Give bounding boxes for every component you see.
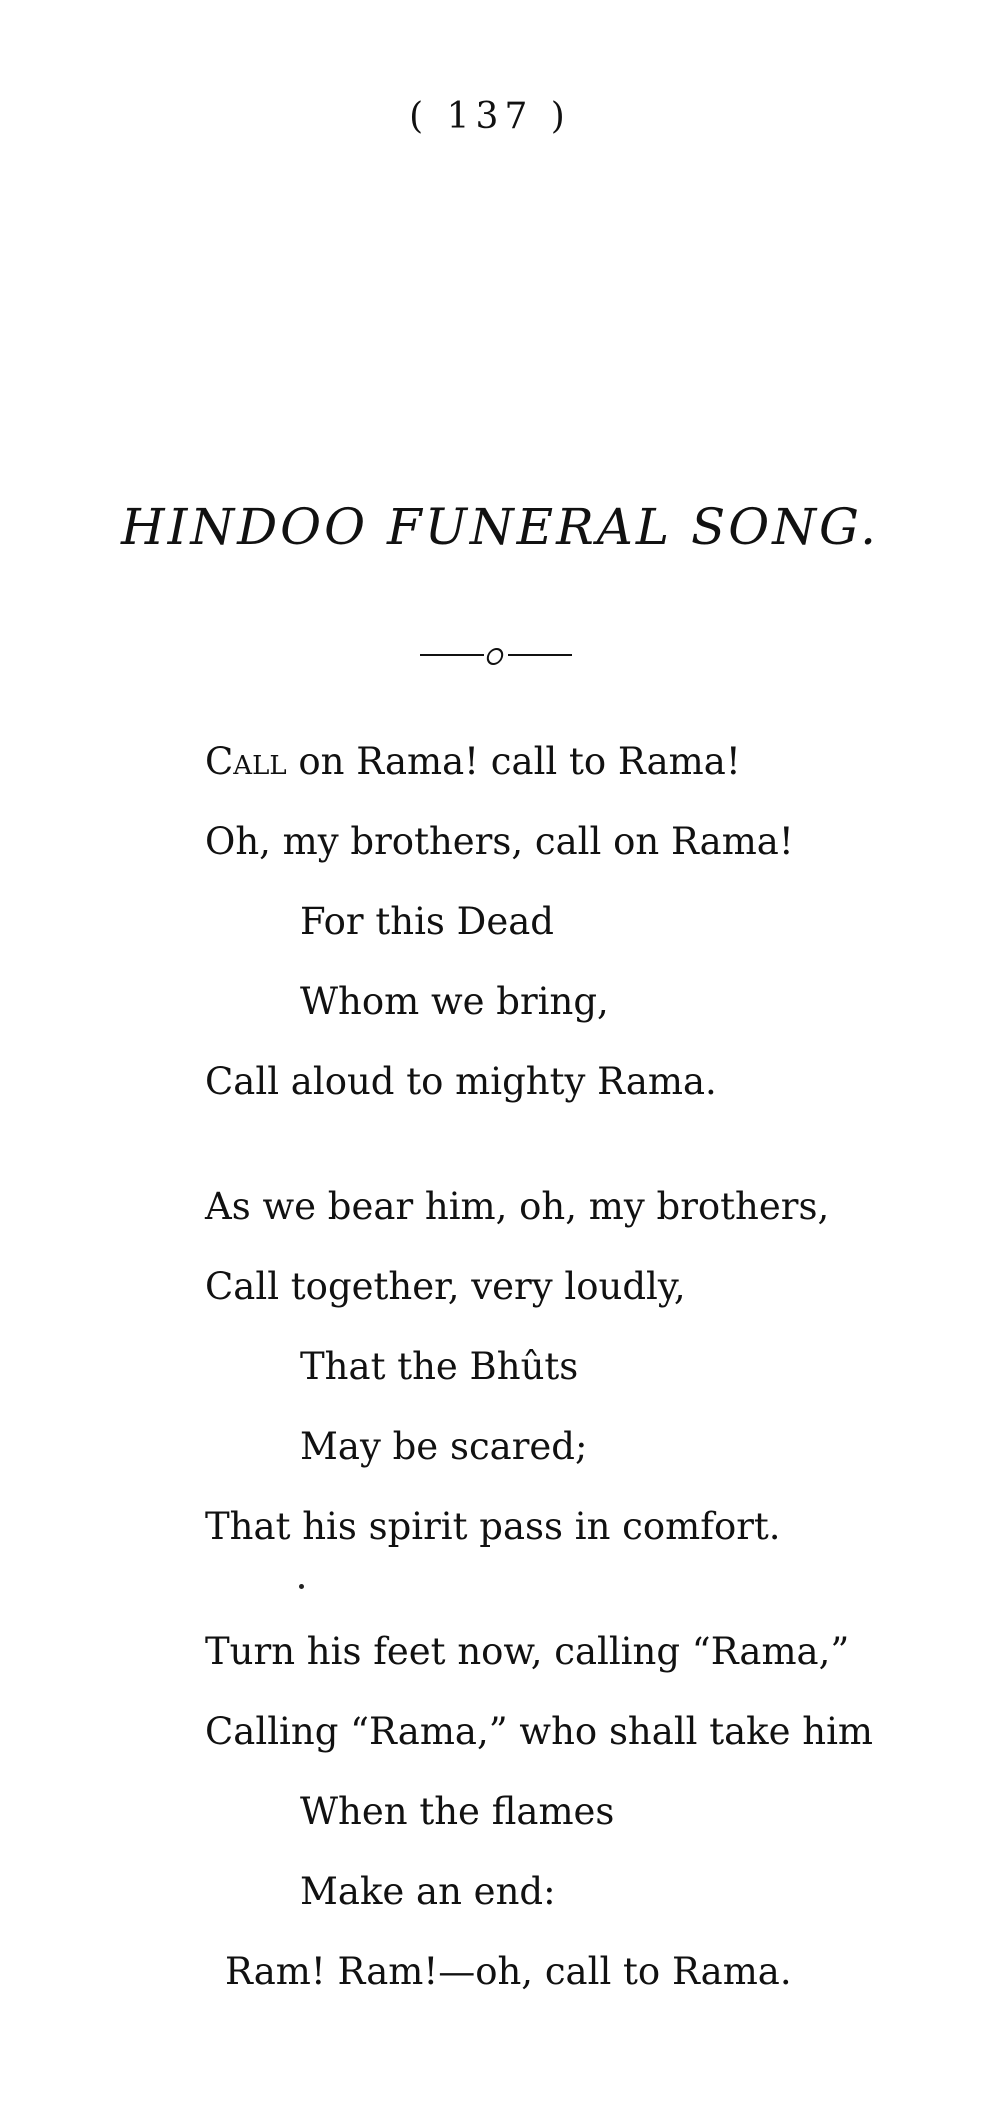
poem-line: Call aloud to mighty Rama. (205, 1060, 717, 1103)
poem-line: When the flames (300, 1790, 615, 1833)
poem-line: That the Bhûts (300, 1345, 579, 1388)
poem-title: HINDOO FUNERAL SONG. (120, 498, 880, 556)
poem-line: Make an end: (300, 1870, 556, 1913)
page-number: ( 137 ) (409, 96, 571, 137)
poem-line: Call together, very loudly, (205, 1265, 686, 1308)
poem-line: As we bear him, oh, my brothers, (205, 1185, 830, 1228)
drop-word: Call (205, 740, 287, 783)
title-ornament (420, 645, 572, 665)
poem-line: For this Dead (300, 900, 554, 943)
ornament-rule-left (420, 654, 484, 656)
poem-line: May be scared; (300, 1425, 588, 1468)
poem-line-text: on Rama! call to Rama! (286, 740, 741, 783)
poem-line: That his spirit pass in comfort. (205, 1505, 781, 1548)
poem-line (205, 740, 741, 784)
poem-line: Whom we bring, (300, 980, 609, 1023)
poem-line: Turn his feet now, calling “Rama,” (205, 1630, 850, 1673)
ornament-circle (485, 648, 505, 665)
poem-line: Calling “Rama,” who shall take him (205, 1710, 874, 1753)
stray-dot (299, 1584, 304, 1589)
poem-line: Oh, my brothers, call on Rama! (205, 820, 794, 863)
poem-line: Ram! Ram!—oh, call to Rama. (225, 1950, 792, 1993)
ornament-rule-right (508, 654, 572, 656)
